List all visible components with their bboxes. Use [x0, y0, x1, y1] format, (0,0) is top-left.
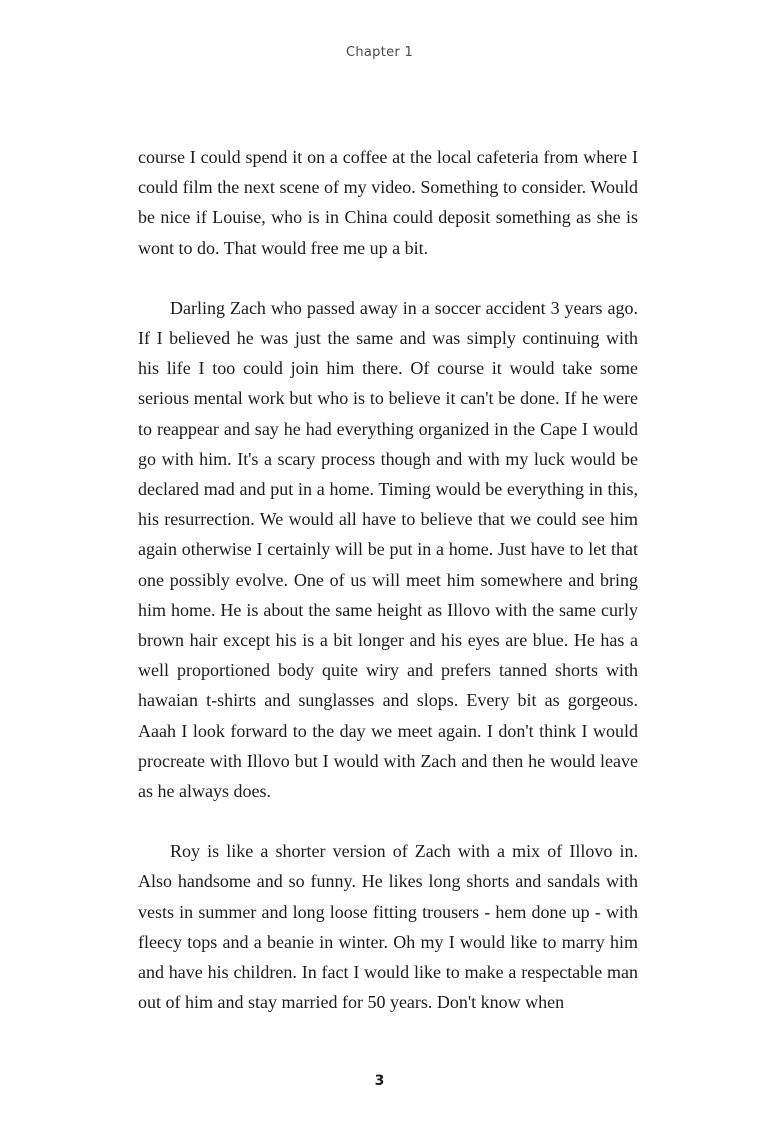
running-header: Chapter 1 [345, 45, 414, 60]
paragraph-2: Darling Zach who passed away in a soccer accident 3 years ago. If I believed he was just the same and was simply continuing with his life I too could join him there. Of course it would take some serious mental work but who is to believe it can't be done. If he were to reappear and say he had everything organized in the Cape I would go with him. It's a scary process though and with my luck would be declared mad and put in a home. Timing would be everything in this, his resurrection. We would all have to believe that we could see him again otherwise I certainly will be put in a home. Just have to let that one possibly evolve. One of us will meet him somewhere and bring him home. He is about the same height as Illovo with the same curly brown hair except his is a bit longer and his eyes are blue. He has a well proportioned body quite wiry and prefers tanned shorts with hawaian t-shirts and sunglasses and slops. Every bit as gorgeous. Aaah I look forward to the day we meet again. I don't think I would procreate with Illovo but I would with Zach and then he would leave as he always does. [138, 297, 638, 802]
paragraph-3: Roy is like a shorter version of Zach with a mix of Illovo in. Also handsome and so funny. He likes long shorts and sandals with vests in summer and long loose fitting trousers - hem done up - with fleecy tops and a beanie in winter. Oh my I would like to marry him and have his children. In fact I would like to make a respectable man out of him and stay married for 50 years. Don't know when [138, 841, 638, 1013]
body-text [138, 142, 638, 1017]
page-number: 3 [374, 1073, 385, 1089]
paragraph-1: course I could spend it on a coffee at the local cafeteria from where I could film the next scene of my video. Something to consider. Would be nice if Louise, who is in China could deposit something as she is wont to do. That would free me up a bit. [138, 147, 638, 258]
